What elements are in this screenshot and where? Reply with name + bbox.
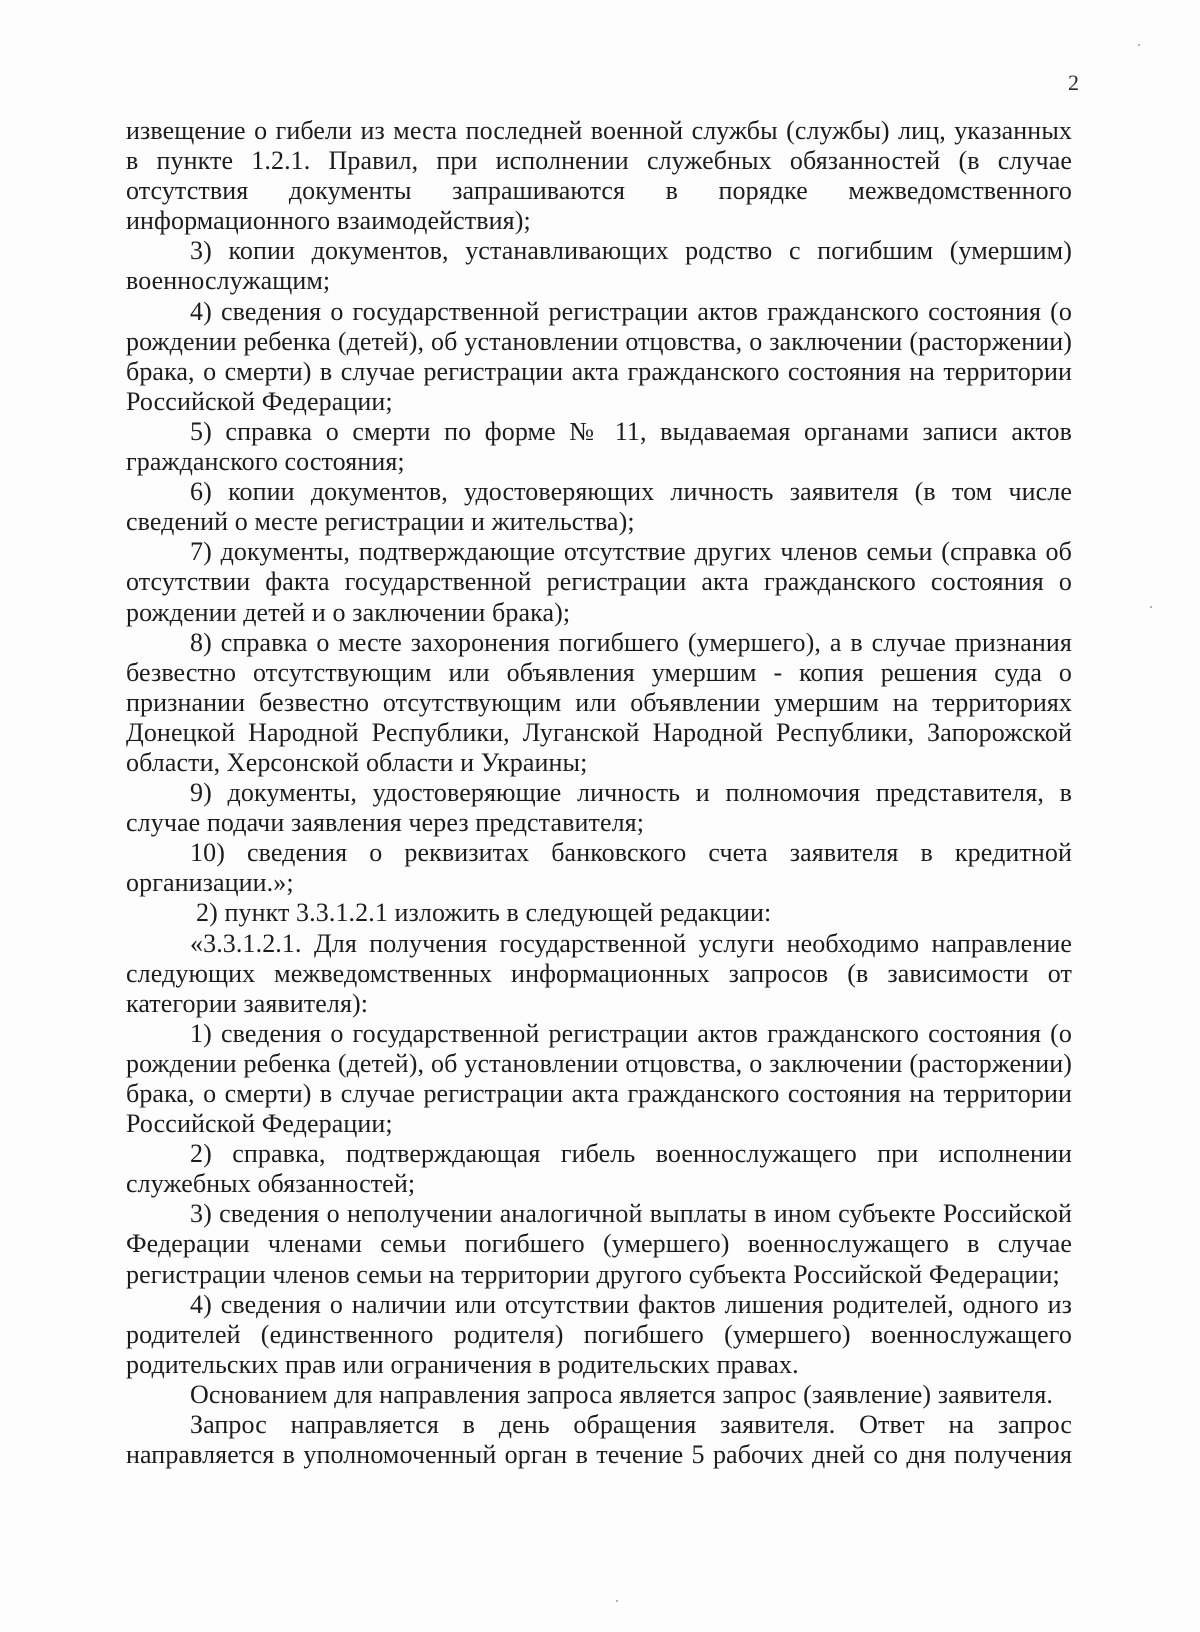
list-item-5: 5) справка о смерти по форме № 11, выдаваемая органами записи актов гражданского состояния; xyxy=(126,416,1072,477)
document-body xyxy=(126,116,1072,1470)
list-item-9: 9) документы, удостоверяющие личность и полномочия представителя, в случае подачи заявления через представителя; xyxy=(126,778,1072,838)
scan-speck xyxy=(616,1600,618,1602)
scan-speck xyxy=(1138,44,1140,46)
clause-3-3-1-2-1: «3.3.1.2.1. Для получения государственной услуги необходимо направление следующих межведомственных информационных запросов (в зависимости от категории заявителя): xyxy=(126,928,1072,1018)
list-item-7: 7) документы, подтверждающие отсутствие других членов семьи (справка об отсутствии факта государственной регистрации акта гражданского состояния о рождении детей и о заключении брака); xyxy=(126,537,1072,627)
request-item-2: 2) справка, подтверждающая гибель военнослужащего при исполнении служебных обязанностей; xyxy=(126,1139,1072,1199)
request-item-3: 3) сведения о неполучении аналогичной выплаты в ином субъекте Российской Федерации членами семьи погибшего (умершего) военнослужащего в случае регистрации членов семьи на территории другого субъекта Российской Федерации; xyxy=(126,1199,1072,1289)
request-item-1: 1) сведения о государственной регистрации актов гражданского состояния (о рождении ребенка (детей), об установлении отцовства, о заключении (расторжении) брака, о смерти) в случае регистрации акта гражданского состояния на территории Российской Федерации; xyxy=(126,1018,1072,1139)
list-item-8: 8) справка о месте захоронения погибшего (умершего), а в случае признания безвестно отсутствующим или объявления умершим - копия решения суда о признании безвестно отсутствующим или объявлении умершим на территориях Донецкой Народной Республики, Луганской Народной Республики, Запорожской области, Херсонской области и Украины; xyxy=(126,627,1072,777)
list-item-10: 10) сведения о реквизитах банковского счета заявителя в кредитной организации.»; xyxy=(126,838,1072,898)
list-item-4: 4) сведения о государственной регистрации актов гражданского состояния (о рождении ребенка (детей), об установлении отцовства, о заключении (расторжении) брака, о смерти) в случае регистрации акта гражданского состояния на территории Российской Федерации; xyxy=(126,296,1072,416)
list-item-3: 3) копии документов, устанавливающих родство с погибшим (умершим) военнослужащим; xyxy=(126,236,1072,296)
paragraph-continuation: извещение о гибели из места последней военной службы (службы) лиц, указанных в пункте 1.2.1. Правил, при исполнении служебных обязанностей (в случае отсутствия документы запрашиваются в порядке межведомственного информационного взаимодействия); xyxy=(126,116,1072,236)
paragraph-basis: Основанием для направления запроса является запрос (заявление) заявителя. xyxy=(190,1379,1054,1409)
amendment-clause-2: 2) пункт 3.3.1.2.1 изложить в следующей редакции: xyxy=(196,898,772,928)
scan-speck xyxy=(1150,606,1152,608)
page-number: 2 xyxy=(1068,70,1079,95)
request-item-4: 4) сведения о наличии или отсутствии фактов лишения родителей, одного из родителей (единственного родителя) погибшего (умершего) военнослужащего родительских прав или ограничения в родительских правах. xyxy=(126,1289,1072,1379)
list-item-6: 6) копии документов, удостоверяющих личность заявителя (в том числе сведений о месте регистрации и жительства); xyxy=(126,477,1072,537)
paragraph-request-timing: Запрос направляется в день обращения заявителя. Ответ на запрос направляется в уполномоченный орган в течение 5 рабочих дней со дня получения xyxy=(126,1410,1072,1470)
